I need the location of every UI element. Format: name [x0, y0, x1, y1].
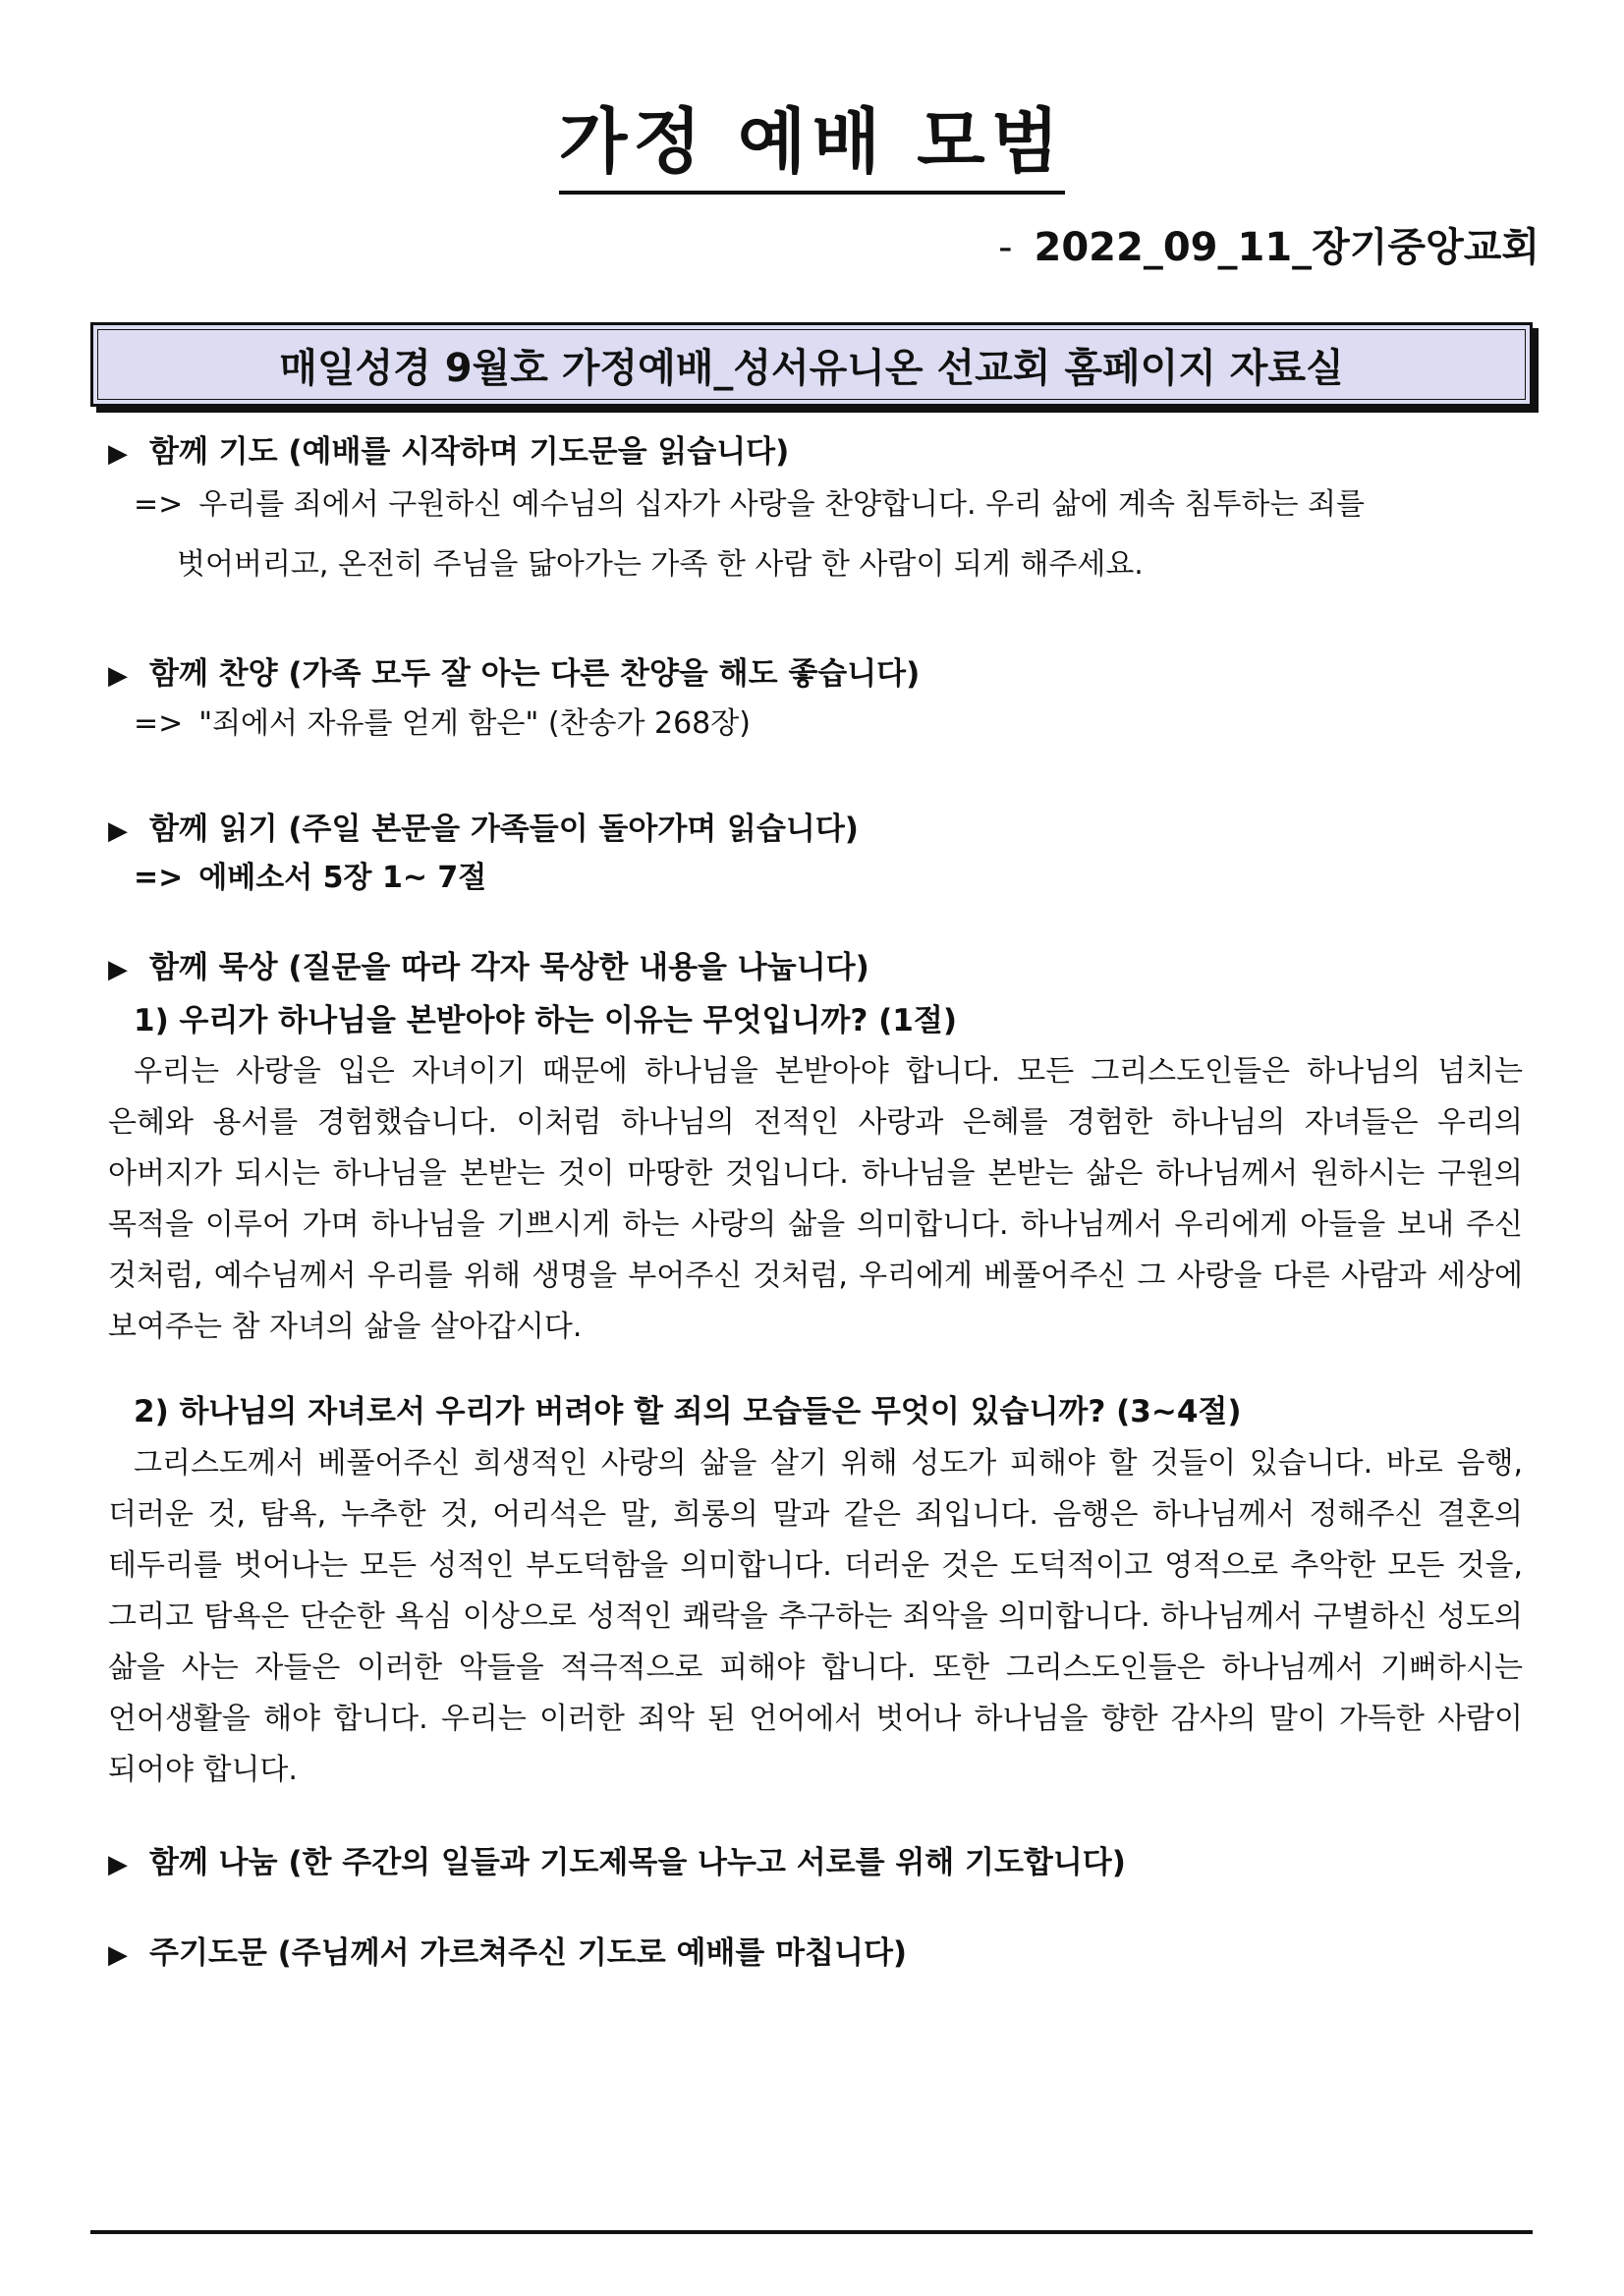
subtitle-text: 2022_09_11_장기중앙교회	[1034, 225, 1540, 270]
document-title	[0, 100, 1624, 183]
reading-text: 에베소서 5장 1~ 7절	[198, 860, 487, 895]
triangle-bullet-icon: ▶	[108, 661, 128, 692]
lords-prayer-section	[108, 1933, 1533, 1973]
meditation-heading	[108, 948, 1533, 987]
meditation-section	[108, 948, 1533, 1796]
triangle-bullet-icon: ▶	[108, 1849, 128, 1879]
prayer-text-2: 벗어버리고, 온전히 주님을 닮아가는 가족 한 사람 한 사람이 되게 해주세요.	[177, 547, 1144, 583]
prayer-line-1	[134, 485, 1533, 524]
reading-heading	[108, 810, 1533, 849]
prayer-text-1: 우리를 죄에서 구원하신 예수님의 십자가 사랑을 찬양합니다. 우리 삶에 계속 침투하는 죄를	[198, 487, 1365, 523]
prayer-line-2	[177, 545, 1533, 584]
answer-2-text: 그리스도께서 베풀어주신 희생적인 사랑의 삶을 살기 위해 성도가 피해야 할 것들이 있습니다. 바로 음행, 더러운 것, 탐욕, 누추한 것, 어리석은 말, 희롱의 말과 같은 죄입니다. 음행은 하나님께서 정해주신 결혼의 테두리를 벗어나는 모든 성적인 부도덕함을 의미합니다. 더러운 것은 도덕적이고 영적으로 추악한 모든 것을, 그리고 탐욕은 단순한 욕심 이상으로 성적인 쾌락을 추구하는 죄악을 의미합니다. 하나님께서 구별하신 성도의 삶을 사는 자들은 이러한 악들을 적극적으로 피해야 합니다. 또한 그리스도인들은 하나님께서 기뻐하시는 언어생활을 해야 합니다. 우리는 이러한 죄악 된 언어에서 벗어나 하나님을 향한 감사의 말이 가득한 사람이 되어야 합니다.	[108, 1445, 1523, 1787]
answer-1-text: 우리는 사랑을 입은 자녀이기 때문에 하나님을 본받아야 합니다. 모든 그리스도인들은 하나님의 넘치는 은혜와 용서를 경험했습니다. 이처럼 하나님의 전적인 사랑과 은혜를 경험한 하나님의 자녀들은 우리의 아버지가 되시는 하나님을 본받는 것이 마땅한 것입니다. 하나님을 본받는 삶은 하나님께서 원하시는 구원의 목적을 이루어 가며 하나님을 기쁘시게 하는 사랑의 삶을 의미합니다. 하나님께서 우리에게 아들을 보내 주신 것처럼, 예수님께서 우리를 위해 생명을 부어주신 것처럼, 우리에게 베풀어주신 그 사랑을 다른 사람과 세상에 보여주는 참 자녀의 삶을 살아갑시다.	[108, 1054, 1523, 1345]
reading-section	[108, 810, 1533, 897]
arrow-icon: =>	[134, 487, 184, 523]
sharing-heading-text: 함께 나눔 (한 주간의 일들과 기도제목을 나누고 서로를 위해 기도합니다)	[149, 1844, 1126, 1880]
praise-heading-text: 함께 찬양 (가족 모두 잘 아는 다른 찬양을 해도 좋습니다)	[149, 656, 921, 693]
answer-1	[108, 1046, 1523, 1353]
source-banner	[90, 322, 1533, 407]
bottom-divider	[90, 2230, 1533, 2234]
lords-prayer-heading	[108, 1933, 1533, 1973]
praise-line	[134, 704, 1533, 743]
prayer-heading-text: 함께 기도 (예배를 시작하며 기도문을 읽습니다)	[149, 434, 790, 470]
question-1: 1) 우리가 하나님을 본받아야 하는 이유는 무엇입니까? (1절)	[134, 1003, 957, 1039]
worship-content	[108, 432, 1533, 1973]
triangle-bullet-icon: ▶	[108, 439, 128, 469]
subtitle-dash: -	[998, 225, 1013, 270]
sharing-section	[108, 1843, 1533, 1882]
praise-text: "죄에서 자유를 얻게 함은" (찬송가 268장)	[198, 705, 751, 741]
triangle-bullet-icon: ▶	[108, 1940, 128, 1971]
lords-prayer-heading-text: 주기도문 (주님께서 가르쳐주신 기도로 예배를 마칩니다)	[149, 1935, 908, 1972]
reading-line	[134, 859, 1533, 897]
prayer-heading	[108, 432, 1533, 472]
praise-heading	[108, 654, 1533, 694]
triangle-bullet-icon: ▶	[108, 815, 128, 846]
reading-heading-text: 함께 읽기 (주일 본문을 가족들이 돌아가며 읽습니다)	[149, 811, 859, 847]
praise-section	[108, 654, 1533, 742]
prayer-section	[108, 432, 1533, 584]
triangle-bullet-icon: ▶	[108, 954, 128, 984]
meditation-heading-text: 함께 묵상 (질문을 따라 각자 묵상한 내용을 나눕니다)	[149, 949, 869, 985]
answer-2	[108, 1438, 1523, 1796]
document-subtitle	[998, 225, 1540, 270]
sharing-heading	[108, 1843, 1533, 1882]
arrow-icon: =>	[134, 860, 184, 895]
question-2: 2) 하나님의 자녀로서 우리가 버려야 할 죄의 모습들은 무엇이 있습니까? (3~4절)	[134, 1394, 1242, 1430]
source-banner-text: 매일성경 9월호 가정예배_성서유니온 선교회 홈페이지 자료실	[279, 345, 1344, 391]
arrow-icon: =>	[134, 705, 184, 741]
document-title-text: 가정 예배 모범	[559, 100, 1065, 195]
